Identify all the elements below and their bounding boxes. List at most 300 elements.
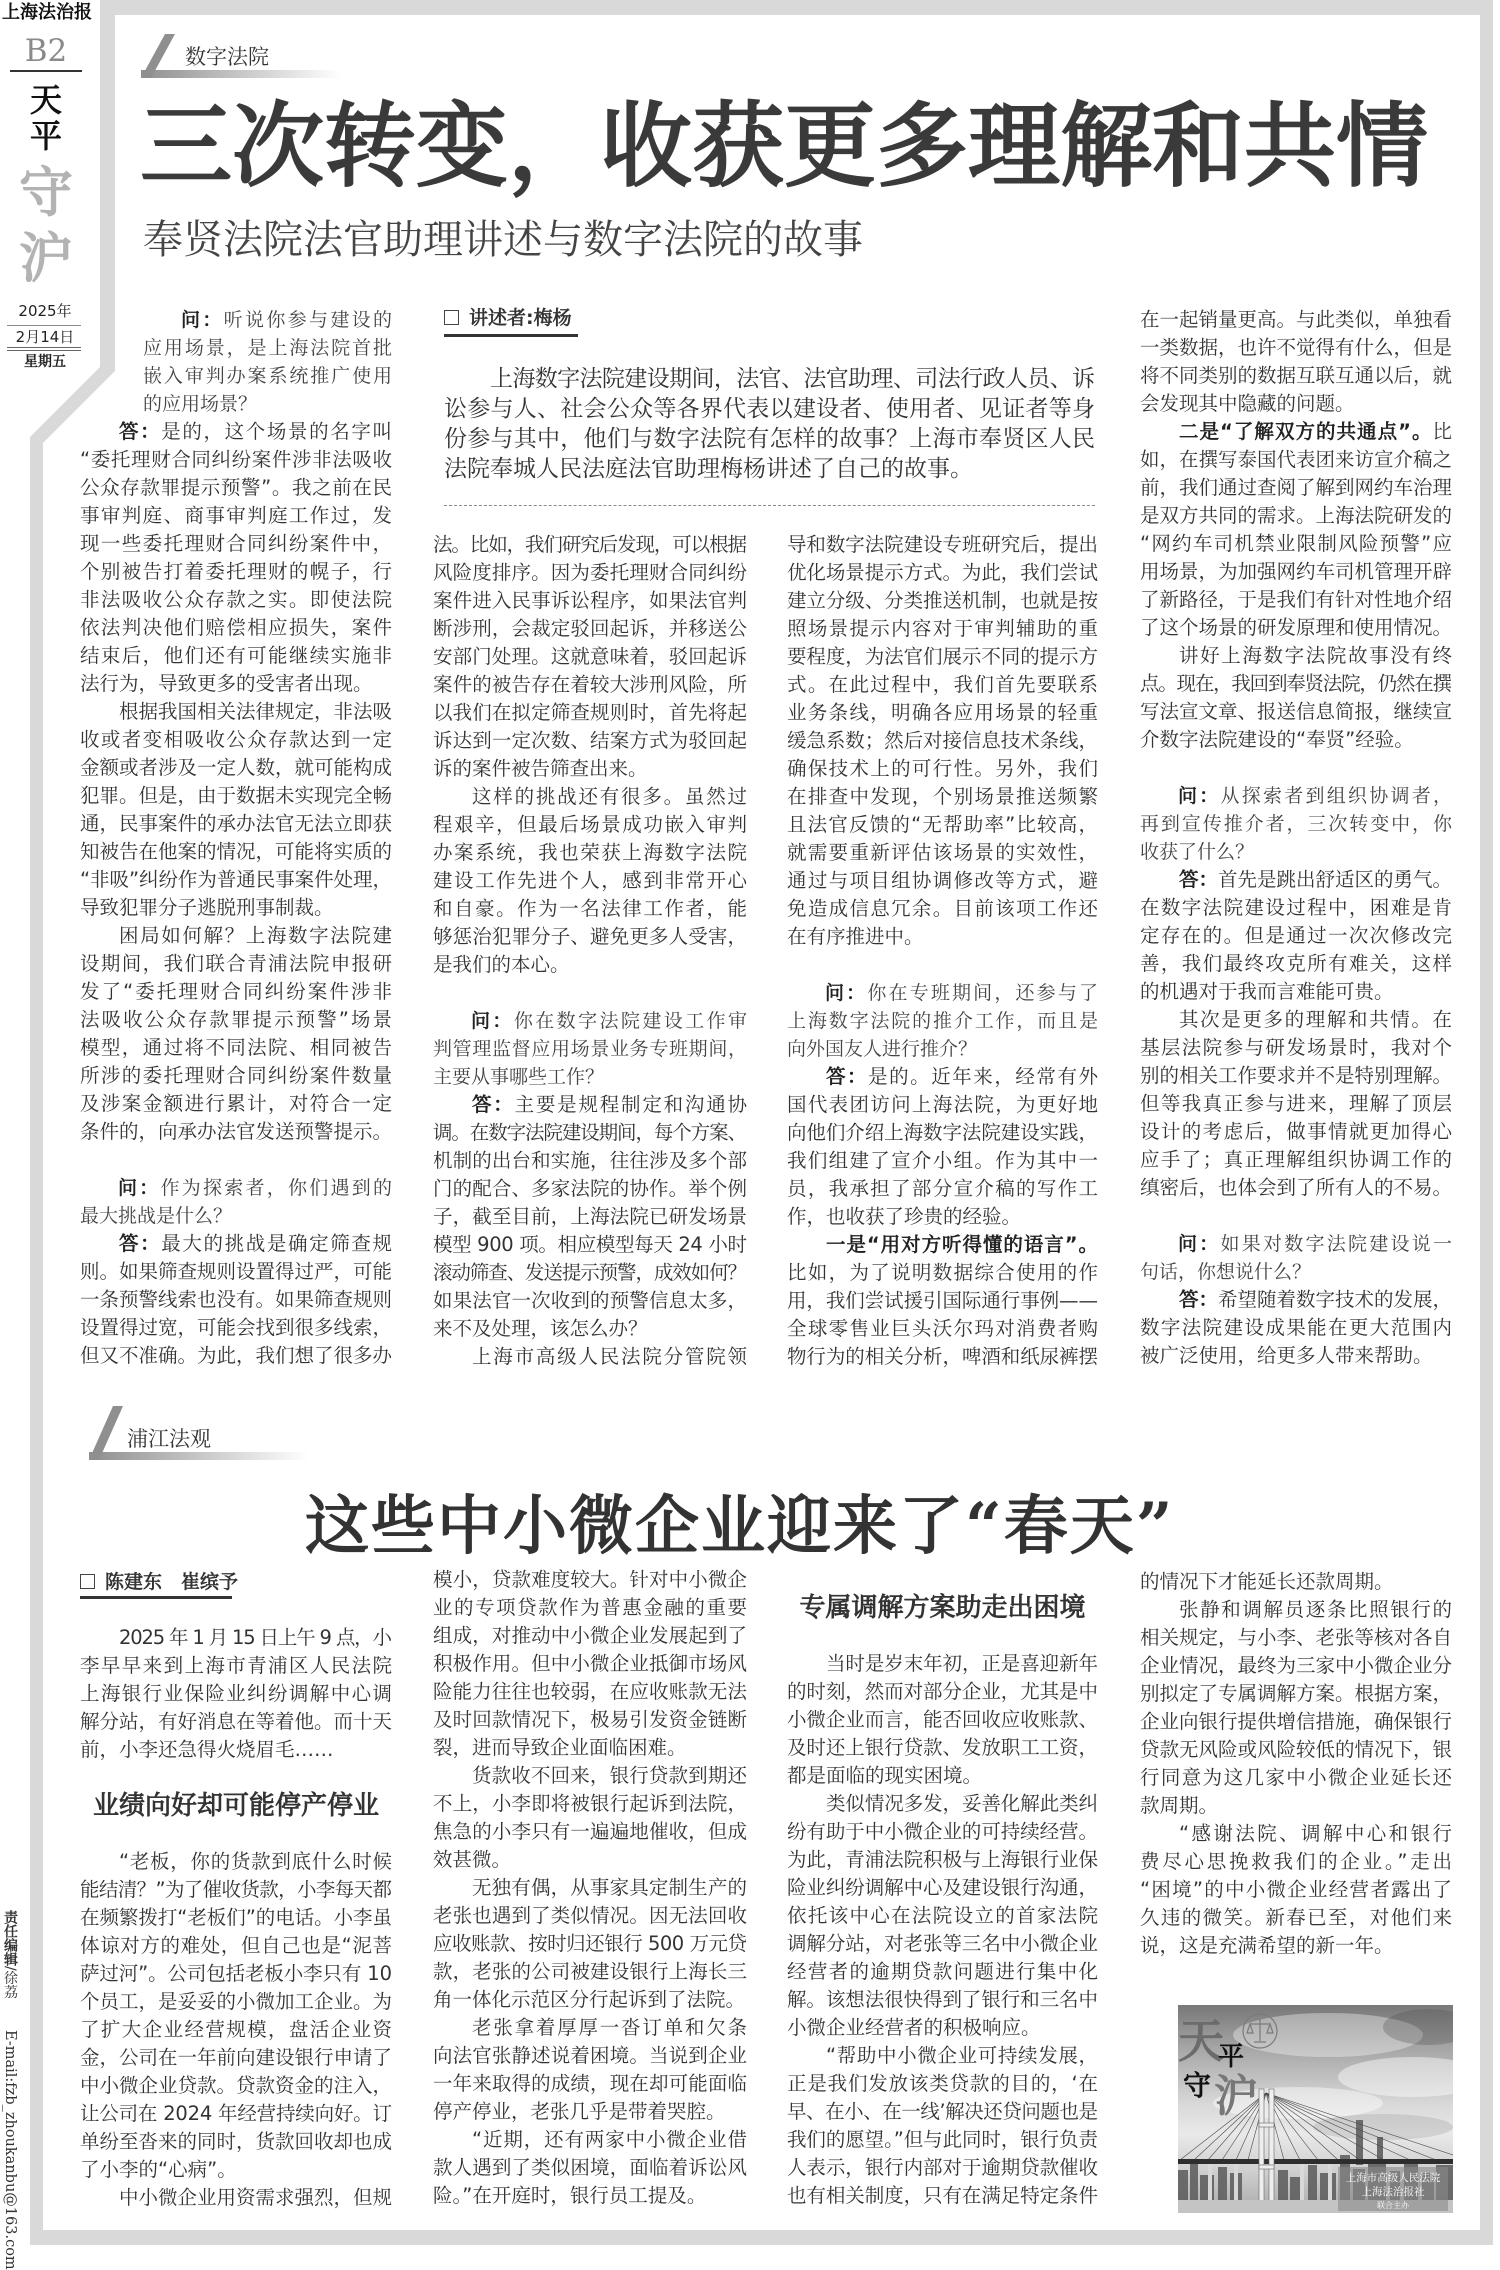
- line-text: [433, 1708, 747, 1731]
- line-text: [472, 785, 749, 808]
- text-line: [433, 1203, 747, 1231]
- line-text: [1140, 1766, 1453, 1789]
- text-line: [80, 894, 392, 922]
- line-text: [787, 841, 1099, 864]
- line-text: [787, 1093, 1099, 1116]
- line-text: [119, 700, 392, 723]
- line-text: [433, 2072, 747, 2095]
- line-text: [433, 617, 747, 640]
- line-content: 所涉的委托理财合同纠纷案件数量: [80, 1064, 394, 1087]
- line-content: 及涉案金额进行累计，对符合一定: [80, 1092, 394, 1115]
- text-line: [433, 1147, 747, 1175]
- line-text: [787, 2184, 1098, 2207]
- body-paragraph: [787, 1650, 1098, 1790]
- text-line: [433, 1063, 747, 1091]
- body-paragraph: [80, 2184, 392, 2212]
- question-paragraph: [143, 306, 395, 418]
- line-text: [1140, 560, 1452, 583]
- line-content: 诉的案件被告筛查出来。: [433, 757, 648, 780]
- line-content: 非法吸收公众存款之实。即使法院: [80, 588, 394, 611]
- line-content: 正是我们发放该类贷款的目的，‘在: [787, 2072, 1099, 2095]
- text-line: [433, 1091, 747, 1119]
- text-line: [1140, 502, 1452, 530]
- editor-label: 责任编辑: [2, 1910, 18, 1966]
- line-text: [143, 365, 394, 387]
- line-text: [1140, 980, 1394, 1003]
- text-line: [1140, 1258, 1452, 1286]
- text-line: [1140, 1904, 1452, 1932]
- line-text: [80, 1654, 393, 1677]
- line-text: [787, 1261, 1099, 1284]
- line-text: [433, 561, 747, 584]
- text-line: [80, 1624, 392, 1652]
- text-line: [80, 1174, 395, 1202]
- text-line: [1140, 642, 1452, 670]
- line-text: [787, 533, 1098, 556]
- line-content: 你在数字法院建设工作审: [513, 1010, 750, 1032]
- line-content: 是的，这个场景的名字叫: [161, 420, 394, 443]
- text-line: [444, 454, 1095, 484]
- promo-image: [1178, 2005, 1453, 2213]
- text-line: [433, 1007, 750, 1035]
- line-text: [787, 1904, 1099, 1927]
- line-content: 的应用场景？: [143, 393, 258, 415]
- text-line: [1140, 334, 1452, 362]
- line-content: 角一体化示范区分行起诉到了法院。: [433, 1988, 746, 2011]
- line-text: [80, 1120, 392, 1143]
- answer-label: 答：: [119, 1232, 162, 1255]
- line-content: 式。在此过程中，我们首先要联系: [787, 673, 1100, 696]
- bridge-deck: [1178, 2159, 1453, 2164]
- line-text: [1140, 392, 1355, 415]
- text-line: [80, 1202, 392, 1230]
- text-line: [80, 950, 392, 978]
- text-line: [80, 2128, 392, 2156]
- text-line: [787, 783, 1098, 811]
- line-content: 优化场景提示方式。为此，我们尝试: [787, 561, 1098, 584]
- answer-label: 答：: [826, 1065, 869, 1088]
- text-line: [80, 614, 392, 642]
- line-content: 根据我国相关法律规定，非法吸: [119, 700, 392, 723]
- line-content: 业的专项贷款作为普惠金融的重要: [433, 1596, 749, 1619]
- body-paragraph: [787, 2042, 1098, 2210]
- building: [1308, 2165, 1317, 2200]
- line-content: 模型 900 项。相应模型每天 24 小时: [433, 1233, 747, 1256]
- text-line: [1140, 1708, 1452, 1736]
- line-content: 企业情况，最终为三家中小微企业分: [1140, 1654, 1452, 1677]
- line-text: [826, 1652, 1098, 1675]
- line-content: 上海数字法院建设期间，法官、法官助理、司法行政人员、诉: [490, 366, 1095, 392]
- question-paragraph: [1140, 1230, 1455, 1286]
- text-line: [433, 1846, 747, 1874]
- line-text: [1178, 1233, 1454, 1255]
- text-line: [787, 1706, 1098, 1734]
- line-text: [80, 2102, 392, 2125]
- line-content: 张静和调解员逐条比照银行的: [1179, 1598, 1454, 1621]
- bold-lead: 一是“用对方听得懂的语言”。: [826, 1233, 1099, 1256]
- line-content: 早、在小、在一线’解决还贷问题也是: [787, 2100, 1098, 2123]
- text-line: [433, 727, 747, 755]
- line-text: [433, 869, 749, 892]
- line-text: [80, 784, 392, 807]
- line-text: [80, 1906, 392, 1929]
- line-text: [80, 840, 392, 863]
- text-line: [1140, 614, 1452, 642]
- line-content: 调。在数字法院建设期间，每个方案、: [433, 1121, 746, 1144]
- text-line: [787, 2126, 1098, 2154]
- section-tag-underline: [141, 70, 341, 78]
- text-line: [433, 1678, 747, 1706]
- line-content: 体谅对方的难处，但自己也是“泥菩: [80, 1934, 393, 1957]
- line-text: [1140, 952, 1453, 975]
- pier: [1208, 2164, 1212, 2200]
- text-line: [433, 643, 747, 671]
- text-line: [80, 1314, 392, 1342]
- line-content: 萨过河”。公司包括老板小李只有 10: [80, 1962, 392, 1985]
- line-content: 向他们介绍上海数字法院建设实践，: [787, 1121, 1098, 1144]
- line-content: 条件的，向承办法官发送预警提示。: [80, 1120, 392, 1143]
- text-line: [80, 810, 392, 838]
- line-content: 最大挑战是什么？: [80, 1205, 233, 1227]
- line-content: 了这个场景的研发原理和使用情况。: [1140, 616, 1452, 639]
- line-text: [143, 393, 257, 415]
- line-content: 且法官反馈的“无帮助率”比较高，: [787, 813, 1100, 836]
- line-text: [826, 1233, 1099, 1256]
- line-content: 犯罪。但是，由于数据未实现完全畅: [80, 784, 392, 807]
- line-text: [787, 1038, 977, 1060]
- pier: [1300, 2164, 1304, 2200]
- line-text: [825, 982, 1100, 1004]
- pier: [1328, 2164, 1332, 2200]
- text-line: [80, 446, 392, 474]
- text-line: [787, 643, 1098, 671]
- text-line: [433, 1594, 747, 1622]
- body-paragraph: [1140, 1820, 1455, 1960]
- line-text: [433, 701, 747, 724]
- line-text: [1179, 1822, 1454, 1845]
- text-line: [433, 951, 747, 979]
- text-line: [80, 642, 392, 670]
- line-text: [787, 1680, 1098, 1703]
- line-content: 险能力往往也较弱，在应收账款无法: [433, 1680, 748, 1703]
- line-text: [787, 1317, 1099, 1340]
- line-text: [444, 396, 1095, 422]
- question-label: 问：: [1178, 785, 1221, 807]
- answer-paragraph: [80, 1230, 392, 1370]
- text-line: [1140, 1342, 1452, 1370]
- line-text: [1140, 1850, 1455, 1873]
- line-content: 为此，青浦法院积极与上海银行业保: [787, 1848, 1098, 1871]
- text-line: [80, 2184, 392, 2212]
- text-line: [433, 1566, 747, 1594]
- line-content: 单纷至沓来的同时，货款回收却也成: [80, 2130, 392, 2153]
- line-content: 基层法院参与研发场景时，我对个: [1140, 1036, 1454, 1059]
- line-text: [433, 533, 746, 556]
- byline-text: 讲述者:梅杨: [469, 307, 572, 329]
- question-label: 问：: [118, 1177, 161, 1199]
- line-text: [787, 1149, 1099, 1172]
- line-content: 一类数据，也许不觉得有什么，但是: [1140, 336, 1452, 359]
- line-text: [1140, 1906, 1453, 1929]
- text-line: [1140, 1848, 1455, 1876]
- text-line: [80, 1876, 392, 1904]
- line-content: 事审判庭、商事审判庭工作过，发: [80, 504, 394, 527]
- line-text: [787, 729, 1098, 752]
- line-text: [433, 645, 747, 668]
- line-text: [787, 1932, 1098, 1955]
- line-content: 应用场景，是上海法院首批: [143, 337, 394, 359]
- square-bullet-icon: [444, 310, 459, 325]
- line-content: 了小李的“心病”。: [80, 2158, 237, 2181]
- line-text: [119, 924, 394, 947]
- line-content: 货款收不回来，银行贷款到期还: [472, 1764, 748, 1787]
- line-content: 险业纠纷调解中心及建设银行沟通，: [787, 1876, 1098, 1899]
- line-content: “非吸”纠纷作为普通民事案件处理，: [80, 868, 392, 891]
- line-content: 了新路径，于是我们有针对性地介绍: [1140, 588, 1452, 611]
- line-text: [80, 1260, 392, 1283]
- line-text: [787, 1121, 1098, 1144]
- building: [1190, 2163, 1198, 2200]
- line-text: [80, 1316, 392, 1339]
- answer-paragraph: [787, 1063, 1098, 1231]
- text-line: [433, 671, 747, 699]
- text-line: [80, 978, 395, 1006]
- byline: [80, 1569, 238, 1595]
- text-line: [787, 615, 1098, 643]
- text-line: [80, 1680, 392, 1708]
- line-text: [1140, 1738, 1452, 1761]
- line-content: 依托该中心在法院设立的首家法院: [787, 1904, 1100, 1927]
- line-content: 及时还上银行贷款、发放职工工资，: [787, 1736, 1098, 1759]
- line-content: 款，老张的公司被建设银行上海长三: [433, 1960, 748, 1983]
- line-content: 久违的微笑。新春已至，对他们来: [1140, 1906, 1454, 1929]
- article-headline: 三次转变，收获更多理解和共情: [140, 92, 1429, 200]
- article-column: [787, 1566, 1098, 2210]
- line-content: 用，我们尝试援引国际通行事例——: [787, 1289, 1098, 1312]
- line-text: [80, 644, 393, 667]
- text-line: [787, 1231, 1098, 1259]
- line-content: 如果法官一次收到的预警信息太多，: [433, 1289, 748, 1312]
- line-content: 比如，为了说明数据综合使用的作: [787, 1261, 1100, 1284]
- line-content: 个别被告打着委托理财的幌子，行: [80, 560, 394, 583]
- line-content: 不上，小李即将被银行起诉到法院，: [433, 1792, 748, 1815]
- line-content: 程艰辛，但最后场景成功嵌入审判: [433, 813, 749, 836]
- text-line: [80, 866, 392, 894]
- text-line: [787, 1259, 1098, 1287]
- question-paragraph: [80, 1174, 395, 1230]
- text-line: [787, 587, 1098, 615]
- line-content: 金，公司在一年前向建设银行申请了: [80, 2046, 392, 2069]
- square-bullet-icon: [80, 1574, 95, 1589]
- line-content: 也有相关制度，只有在满足特定条件: [787, 2184, 1098, 2207]
- line-text: [80, 1710, 392, 1733]
- line-text: [433, 1066, 604, 1088]
- line-content: 我们的愿望。”但与此同时，银行负责: [787, 2128, 1098, 2151]
- text-line: [1140, 530, 1452, 558]
- promo-image-art: [1178, 2005, 1453, 2213]
- line-text: [1179, 868, 1452, 891]
- line-text: [1140, 448, 1452, 471]
- line-content: 机制的出台和实施，往往涉及多个部: [433, 1149, 748, 1172]
- line-text: [1140, 728, 1414, 751]
- text-line: [80, 2044, 392, 2072]
- text-line: [1140, 1174, 1452, 1202]
- line-content: 句话，你想说什么？: [1140, 1261, 1312, 1283]
- line-text: [433, 897, 749, 920]
- line-text: [787, 2156, 1098, 2179]
- line-content: 的情况下才能延长还款周期。: [1140, 1570, 1394, 1593]
- text-line: [787, 1315, 1098, 1343]
- line-content: 企业向银行提供增信措施，确保银行: [1140, 1710, 1452, 1733]
- text-line: [433, 615, 747, 643]
- text-line: [787, 1007, 1098, 1035]
- line-text: [1140, 1064, 1452, 1087]
- caption-line: 联合主办: [1377, 2201, 1409, 2210]
- text-line: [1140, 306, 1452, 334]
- line-text: [433, 2156, 747, 2179]
- line-content: 通过与项目组协调修改等方式，避: [787, 869, 1100, 892]
- line-text: [787, 897, 1099, 920]
- line-content: 贷款无风险或风险较低的情况下，银: [1140, 1738, 1452, 1761]
- line-text: [1140, 1148, 1453, 1171]
- text-line: [1140, 1932, 1452, 1960]
- line-text: [787, 1848, 1098, 1871]
- text-line: [787, 1762, 1098, 1790]
- line-text: [472, 1093, 749, 1116]
- line-text: [787, 701, 1099, 724]
- text-line: [80, 1848, 392, 1876]
- line-content: “困境”的中小微企业经营者露出了: [1140, 1878, 1454, 1901]
- line-text: [80, 504, 393, 527]
- text-line: [80, 2072, 392, 2100]
- line-text: [80, 560, 393, 583]
- byline: [444, 305, 572, 331]
- text-line: [433, 1874, 747, 1902]
- line-content: 解分站，有好消息在等着他。而十天: [80, 1710, 392, 1733]
- text-line: [433, 559, 747, 587]
- text-line: [80, 1006, 395, 1034]
- answer-paragraph: [433, 1091, 747, 1343]
- line-text: [80, 532, 393, 555]
- tower-beam: [1259, 2165, 1274, 2169]
- line-text: [80, 1738, 334, 1761]
- line-text: [80, 1990, 392, 2013]
- text-line: [143, 306, 395, 334]
- text-line: [1140, 1006, 1452, 1034]
- text-line: [1140, 726, 1452, 754]
- line-text: [1140, 1654, 1452, 1677]
- body-paragraph: [1140, 1568, 1452, 1596]
- line-content: 困局如何解？上海数字法院建: [119, 924, 394, 947]
- line-content: 知被告在他案的情况，可能将实质的: [80, 840, 392, 863]
- text-line: [433, 2126, 747, 2154]
- line-text: [826, 1065, 1100, 1088]
- line-text: [1140, 1036, 1453, 1059]
- text-line: [433, 587, 747, 615]
- text-line: [1140, 838, 1452, 866]
- pier: [1234, 2164, 1238, 2200]
- promo-title-char: 天: [1178, 2014, 1224, 2068]
- line-text: [471, 1010, 749, 1032]
- line-content: 讼参与人、社会公众等各界代表以建设者、使用者、见证者等身: [444, 396, 1096, 422]
- line-text: [787, 1736, 1098, 1759]
- line-text: [787, 1988, 1098, 2011]
- line-content: 善，我们最终攻克所有难关，这样: [1140, 952, 1454, 975]
- line-content: 设计的考虑后，做事情就更加得心: [1140, 1120, 1454, 1143]
- line-content: 调解分站，对老张等三名中小微企业: [787, 1932, 1098, 1955]
- text-line: [1140, 1314, 1452, 1342]
- text-line: [787, 2098, 1098, 2126]
- line-content: 让公司在 2024 年经营持续向好。订: [80, 2102, 392, 2125]
- line-text: [118, 1177, 394, 1199]
- text-line: [787, 1902, 1098, 1930]
- text-line: [80, 2156, 392, 2184]
- line-text: [433, 1149, 747, 1172]
- text-line: [1140, 586, 1452, 614]
- text-line: [433, 1958, 747, 1986]
- line-content: 比: [1432, 420, 1454, 443]
- line-content: 发了“委托理财合同纠纷案件涉非: [80, 980, 395, 1003]
- bold-lead: 二是“了解双方的共通点”。: [1179, 420, 1433, 443]
- subheading: 专属调解方案助走出困境: [799, 1593, 1086, 1623]
- line-text: [1140, 308, 1452, 331]
- line-text: [1179, 420, 1453, 443]
- text-line: [433, 1930, 747, 1958]
- section-tag-underline: [89, 1452, 309, 1460]
- question-paragraph: [787, 979, 1101, 1063]
- text-line: [1140, 1680, 1452, 1708]
- line-text: [826, 1792, 1098, 1815]
- line-text: [433, 1038, 748, 1060]
- line-content: 会发现其中隐藏的问题。: [1140, 392, 1355, 415]
- text-line: [787, 1790, 1098, 1818]
- text-line: [1140, 1596, 1452, 1624]
- line-text: [1140, 1176, 1452, 1199]
- date-divider: [7, 325, 81, 326]
- line-text: [787, 1205, 1021, 1228]
- building: [1218, 2167, 1227, 2200]
- line-content: 李早早来到上海市青浦区人民法院: [80, 1654, 394, 1677]
- text-line: [1140, 474, 1452, 502]
- line-content: 中小微企业用资需求强烈，但规: [119, 2186, 392, 2209]
- text-line: [80, 502, 392, 530]
- line-content: 及时回款情况下，极易引发资金链断: [433, 1708, 748, 1731]
- text-line: [787, 1203, 1098, 1231]
- line-content: 现一些委托理财合同纠纷案件中，: [80, 532, 394, 555]
- line-content: 说，这是充满希望的新一年。: [1140, 1934, 1394, 1957]
- text-line: [433, 1734, 747, 1762]
- line-content: 是的。近年来，经常有外: [868, 1065, 1100, 1088]
- line-content: 主要从事哪些工作？: [433, 1066, 605, 1088]
- text-line: [444, 424, 1095, 454]
- text-line: [787, 1734, 1098, 1762]
- line-text: [787, 925, 924, 948]
- line-text: [787, 617, 1099, 640]
- text-line: [433, 1790, 747, 1818]
- body-paragraph: [80, 698, 392, 922]
- line-text: [1140, 616, 1452, 639]
- text-line: [787, 923, 1098, 951]
- line-text: [80, 2130, 392, 2153]
- text-line: [1140, 810, 1452, 838]
- body-paragraph: [80, 1624, 392, 1764]
- body-paragraph: [787, 1231, 1098, 1371]
- text-line: [433, 699, 747, 727]
- line-content: 听说你参与建设的: [223, 309, 395, 331]
- line-text: [433, 1932, 747, 1955]
- text-line: [1140, 390, 1452, 418]
- text-line: [80, 1342, 392, 1370]
